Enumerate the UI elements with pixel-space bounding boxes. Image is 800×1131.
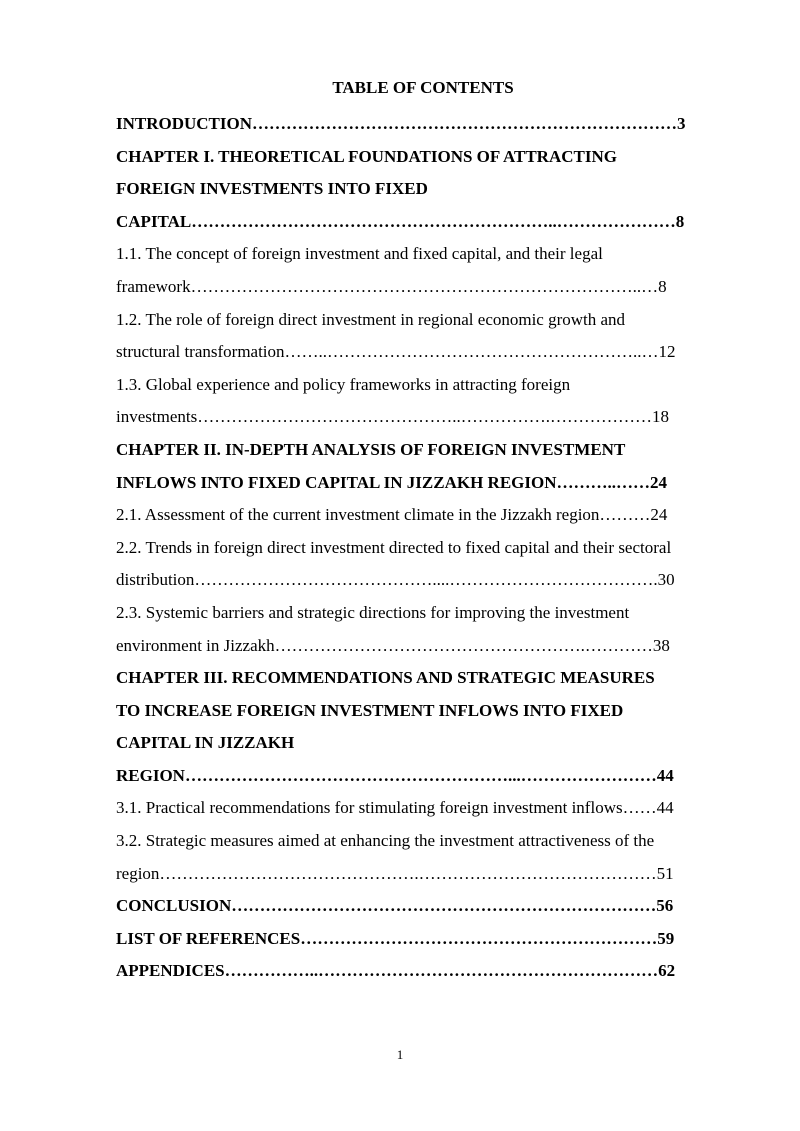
- toc-chapter-3-heading: CHAPTER III. RECOMMENDATIONS AND STRATEGIC MEASURES: [116, 668, 655, 688]
- toc-section-2-3: 2.3. Systemic barriers and strategic directions for improving the investment: [116, 602, 630, 622]
- toc-introduction: INTRODUCTION…………………………………………………………………3: [116, 114, 686, 133]
- toc-conclusion: CONCLUSION…………………………………………………………………56: [116, 896, 674, 916]
- toc-section-3-2: region……………………………………….……………………………………51: [116, 863, 674, 883]
- toc-list: [116, 108, 730, 988]
- toc-section-1-3: investments………………………………………..…………….………………18: [116, 407, 669, 427]
- toc-section-1-1: framework……………………………………………………………………..…8: [116, 276, 667, 296]
- toc-section-3-2: 3.2. Strategic measures aimed at enhancing the investment attractiveness of the: [116, 831, 655, 851]
- toc-section-2-1: 2.1. Assessment of the current investment climate in the Jizzakh region………24: [116, 505, 668, 525]
- toc-section-1-3: 1.3. Global experience and policy frameworks in attracting foreign: [116, 374, 571, 394]
- toc-section-1-1: 1.1. The concept of foreign investment and fixed capital, and their legal: [116, 244, 603, 264]
- toc-chapter-3-heading: CAPITAL IN JIZZAKH: [116, 733, 295, 753]
- toc-chapter-2-heading: CHAPTER II. IN-DEPTH ANALYSIS OF FOREIGN INVESTMENT: [116, 439, 626, 459]
- toc-section-1-2: 1.2. The role of foreign direct investment in regional economic growth and: [116, 309, 626, 329]
- page-number: 1: [396, 1047, 404, 1062]
- toc-chapter-3-heading: REGION…………………………………………………...……………………44: [116, 765, 674, 785]
- toc-section-1-2: structural transformation……..………………………………………………..…12: [116, 342, 676, 362]
- toc-section-2-3: environment in Jizzakh……………………………………………….…………38: [116, 635, 670, 655]
- toc-appendices: APPENDICES……………..……………………………………………………62: [116, 961, 676, 981]
- toc-section-3-1: 3.1. Practical recommendations for stimulating foreign investment inflows……44: [116, 798, 674, 818]
- toc-page: [116, 76, 730, 988]
- toc-section-2-2: 2.2. Trends in foreign direct investment directed to fixed capital and their sectoral: [116, 537, 672, 557]
- toc-chapter-3-heading: TO INCREASE FOREIGN INVESTMENT INFLOWS INTO FIXED: [116, 700, 624, 720]
- toc-title: TABLE OF CONTENTS: [332, 78, 514, 97]
- toc-chapter-1-heading: FOREIGN INVESTMENTS INTO FIXED: [116, 179, 428, 199]
- toc-section-2-2: distribution……………………………………....……………………………….30: [116, 570, 675, 590]
- toc-chapter-1-heading: CAPITAL………………………………………………………..…………………8: [116, 211, 685, 231]
- toc-references: LIST OF REFERENCES………………………………………………………59: [116, 928, 675, 948]
- toc-chapter-2-heading: INFLOWS INTO FIXED CAPITAL IN JIZZAKH REGION………..……24: [116, 472, 668, 492]
- toc-chapter-1-heading: CHAPTER I. THEORETICAL FOUNDATIONS OF ATTRACTING: [116, 146, 617, 166]
